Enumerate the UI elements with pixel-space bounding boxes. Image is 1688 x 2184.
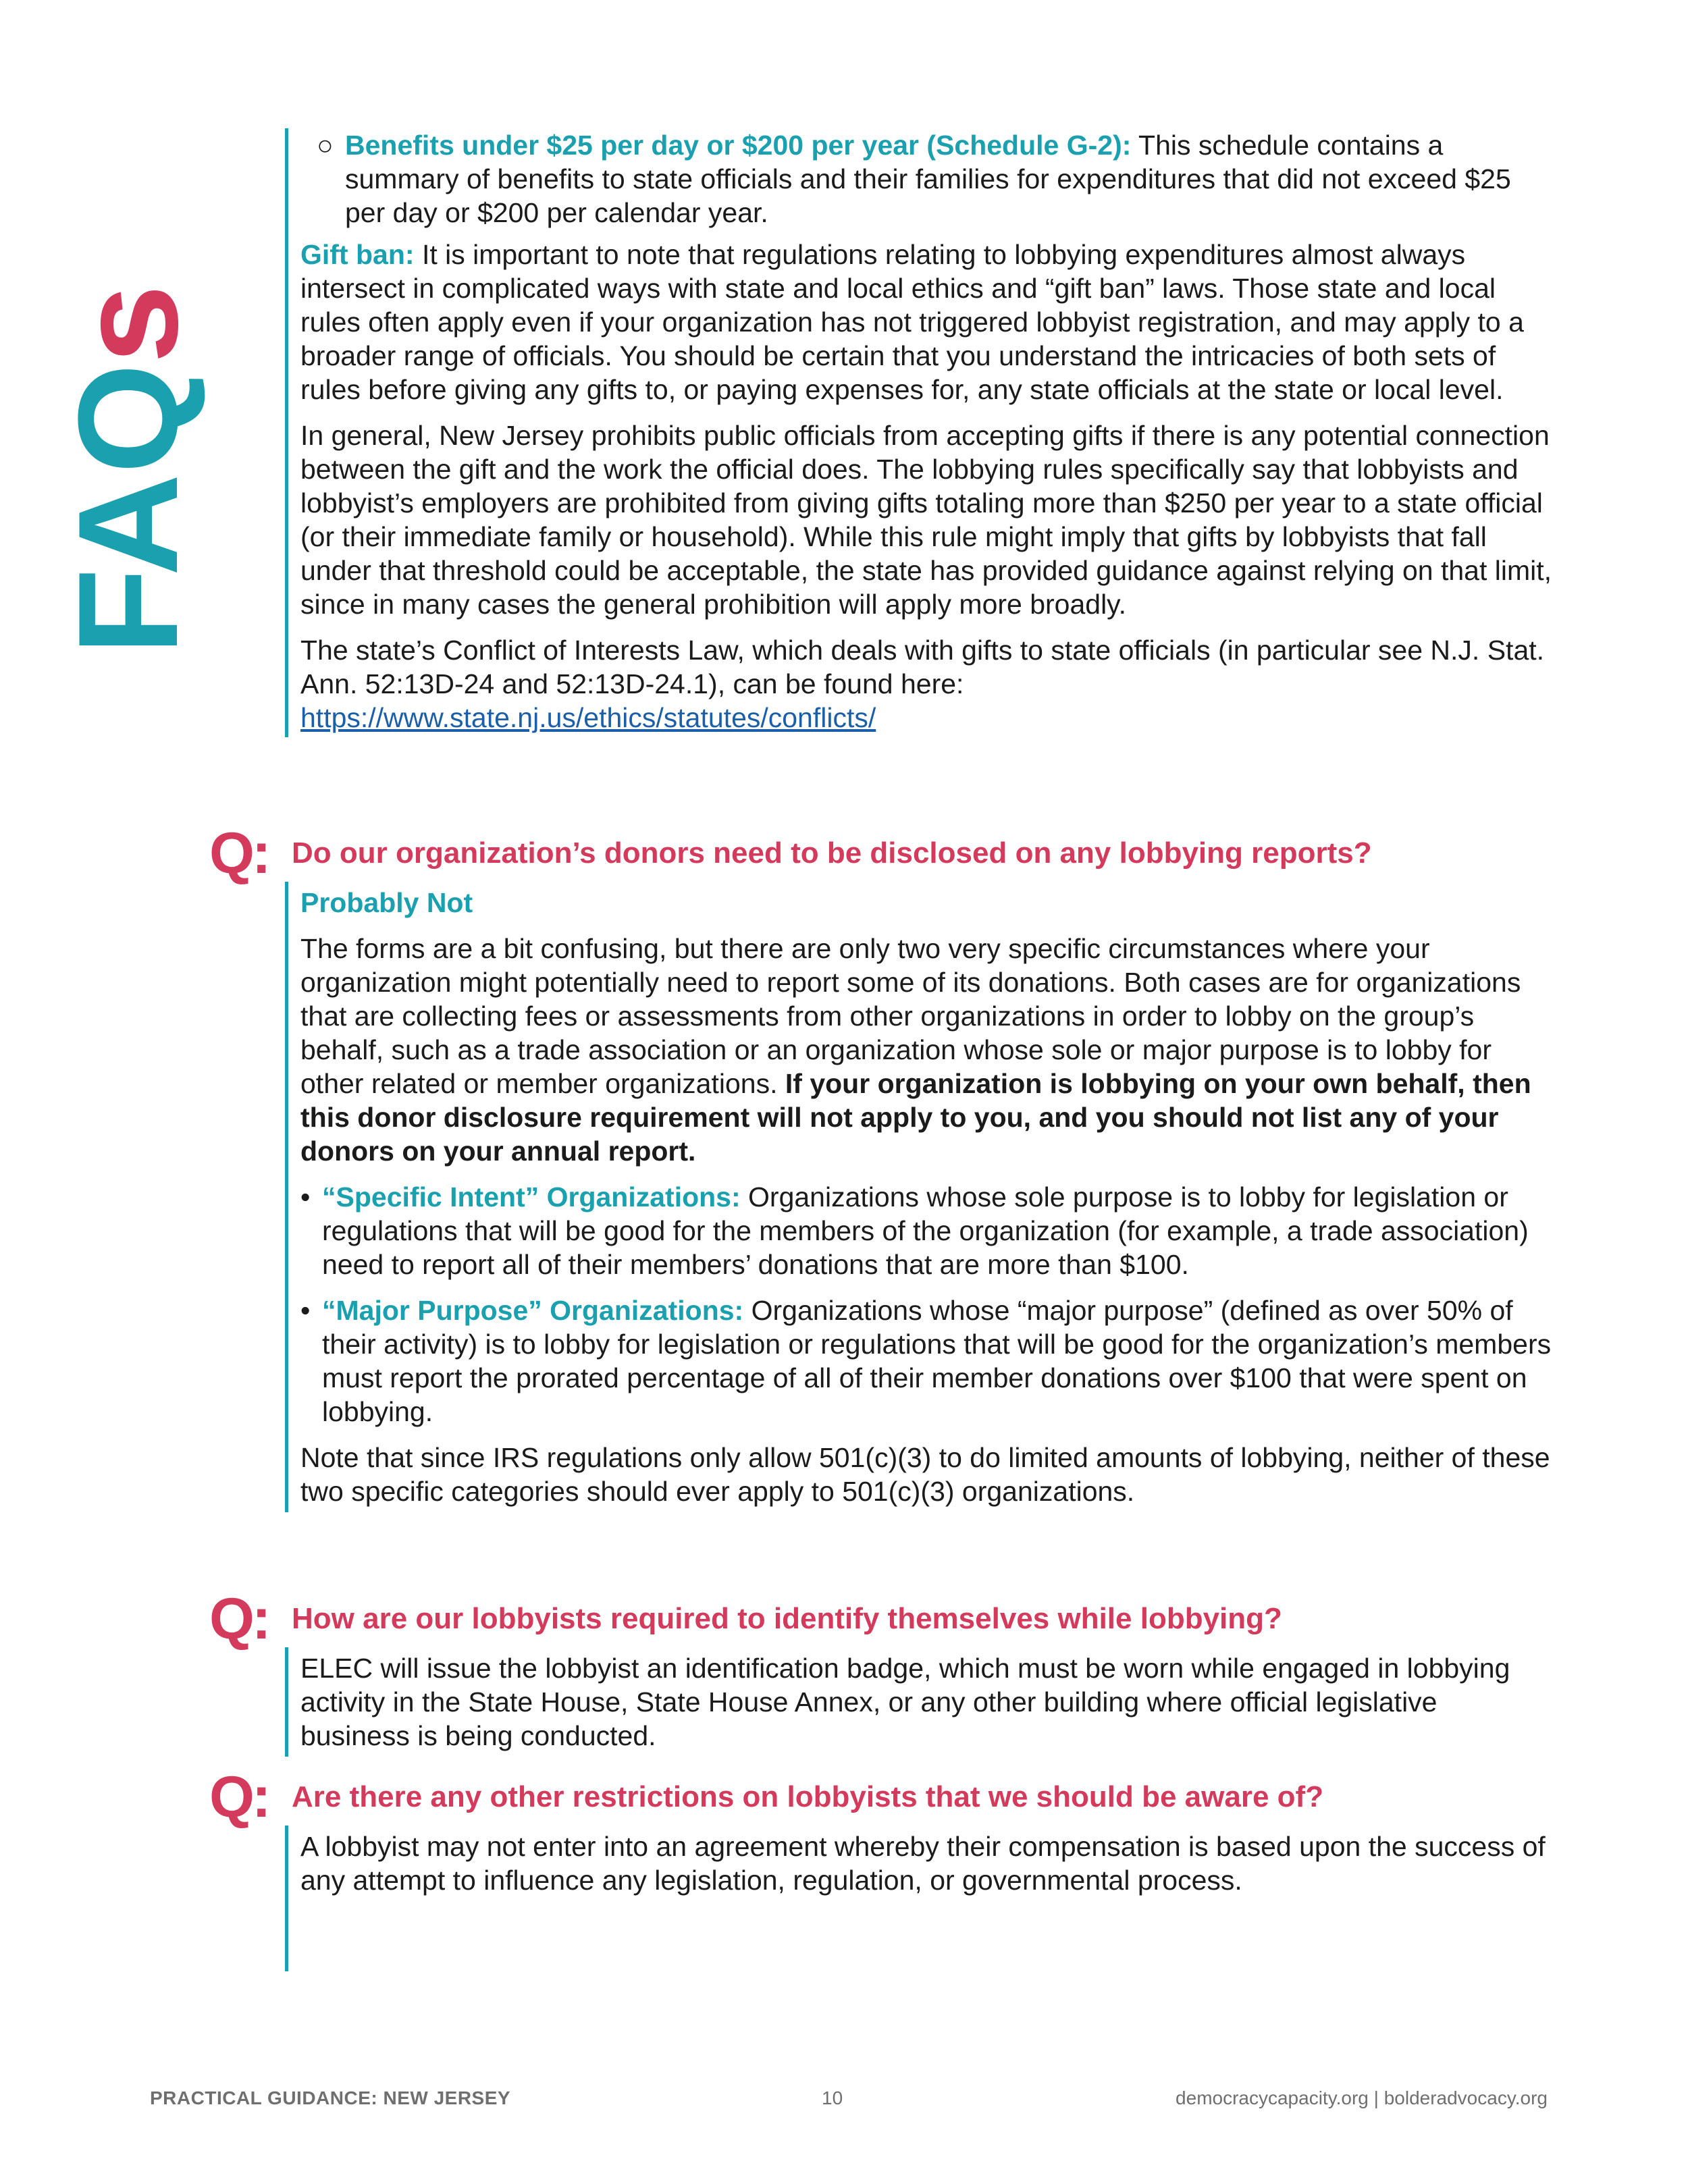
gift-ban-label: Gift ban: bbox=[300, 239, 415, 270]
answer-text: ELEC will issue the lobbyist an identification badge, which must be worn while engaged in lobbying activity in the State House, State House Annex, or any other building where official legislative business is being conducted. bbox=[300, 1653, 1510, 1751]
q-mark-icon: Q: bbox=[209, 1765, 269, 1830]
faq-donors bbox=[209, 821, 1553, 1512]
gift-ban-text: It is important to note that regulations relating to lobbying expenditures almost always intersect in complicated ways with state and local ethics and “gift ban” laws. Those state and local rules often apply even if your organization has not triggered lobbyist registration, and may apply to a broader range of officials. You should be certain that you understand the intricacies of both sets of rules before giving any gifts to, or paying expenses for, any state officials at the state or local level. bbox=[300, 239, 1524, 405]
note-paragraph: Note that since IRS regulations only allow 501(c)(3) to do limited amounts of lobbying, neither of these two specific categories should ever apply to 501(c)(3) organizations. bbox=[300, 1442, 1550, 1507]
answer-text: A lobbyist may not enter into an agreement whereby their compensation is based upon the success of any attempt to influence any legislation, regulation, or governmental process. bbox=[300, 1831, 1546, 1896]
answer-body bbox=[285, 1647, 1553, 1757]
section-continued bbox=[209, 128, 1553, 737]
question-header bbox=[209, 1587, 1553, 1651]
gift-ban-paragraph bbox=[300, 238, 1553, 406]
donors-text: The forms are a bit confusing, but there are only two very specific circumstances where your organization might potentially need to report some of its donations. Both cases are for organizations that are collecting fees or assessments from other organizations in order to lobby on the group’s behalf, such as a trade association or an organization whose sole or major purpose is to lobby for other related or member organizations. bbox=[300, 933, 1521, 1099]
question-header bbox=[209, 1765, 1553, 1830]
page-footer bbox=[150, 2087, 1548, 2114]
conflict-link[interactable]: https://www.state.nj.us/ethics/statutes/conflicts/ bbox=[300, 702, 876, 733]
answer-body bbox=[285, 1826, 1553, 1971]
circle-bullet-icon: ○ bbox=[317, 130, 334, 161]
question-title: Do our organization’s donors need to be disclosed on any lobbying reports? bbox=[292, 836, 1372, 870]
schedule-g2-text: This schedule contains a summary of benefits to state officials and their families for expenditures that did not exceed $25 per day or $200 per calendar year. bbox=[345, 130, 1511, 228]
list-item bbox=[300, 1294, 1553, 1429]
schedule-g2-bullet bbox=[300, 128, 1553, 230]
continued-body bbox=[285, 128, 1553, 737]
donors-bold-text: If your organization is lobbying on your own behalf, then this donor disclosure requirement will not apply to you, and you should not list any of your donors on your annual report. bbox=[300, 1068, 1531, 1167]
footer-title: PRACTICAL GUIDANCE: NEW JERSEY bbox=[150, 2087, 511, 2108]
conflict-paragraph bbox=[300, 633, 1553, 735]
question-title: How are our lobbyists required to identify themselves while lobbying? bbox=[292, 1602, 1282, 1635]
faq-restrictions bbox=[209, 1765, 1553, 1971]
general-paragraph: In general, New Jersey prohibits public officials from accepting gifts if there is any potential connection between the gift and the work the official does. The lobbying rules specifically say that lobbyists and lobbyist’s employers are prohibited from giving gifts totaling more than $250 per year to a state official (or their immediate family or household). While this rule might imply that gifts by lobbyists that fall under that threshold could be acceptable, the state has provided guidance against relying on that limit, since in many cases the general prohibition will apply more broadly. bbox=[300, 420, 1552, 620]
donors-paragraph bbox=[300, 932, 1553, 1168]
list-item bbox=[300, 1180, 1553, 1281]
bullet-text: Organizations whose sole purpose is to lobby for legislation or regulations that will be good for the members of the organization (for example, a trade association) need to report all of their members’ donations that are more than $100. bbox=[322, 1181, 1529, 1280]
page-number: 10 bbox=[822, 2087, 843, 2108]
schedule-g2-label: Benefits under $25 per day or $200 per year (Schedule G-2): bbox=[345, 130, 1132, 161]
question-header bbox=[209, 821, 1553, 886]
bullet-icon: • bbox=[300, 1295, 311, 1326]
answer-body bbox=[285, 882, 1553, 1512]
faqs-logo bbox=[49, 176, 207, 662]
footer-links: democracycapacity.org | bolderadvocacy.org bbox=[1176, 2087, 1548, 2108]
q-mark-icon: Q: bbox=[209, 821, 269, 886]
faq-identification bbox=[209, 1587, 1553, 1757]
q-mark-icon: Q: bbox=[209, 1587, 269, 1651]
conflict-text: The state’s Conflict of Interests Law, which deals with gifts to state officials (in particular see N.J. Stat. Ann. 52:13D-24 and 52:13D-24.1), can be found here: bbox=[300, 635, 1545, 699]
bullet-label: “Specific Intent” Organizations: bbox=[322, 1181, 741, 1213]
bullet-icon: • bbox=[300, 1181, 311, 1213]
answer-heading: Probably Not bbox=[300, 887, 473, 918]
bullet-text: Organizations whose “major purpose” (defined as over 50% of their activity) is to lobby for legislation or regulations that will be good for the organization’s members must report the prorated percentage of all of their member donations over $100 that were spent on lobbying. bbox=[322, 1295, 1552, 1427]
faqs-logo-text: FAQs bbox=[49, 284, 207, 655]
bullet-label: “Major Purpose” Organizations: bbox=[322, 1295, 744, 1326]
question-title: Are there any other restrictions on lobbyists that we should be aware of? bbox=[292, 1780, 1324, 1813]
